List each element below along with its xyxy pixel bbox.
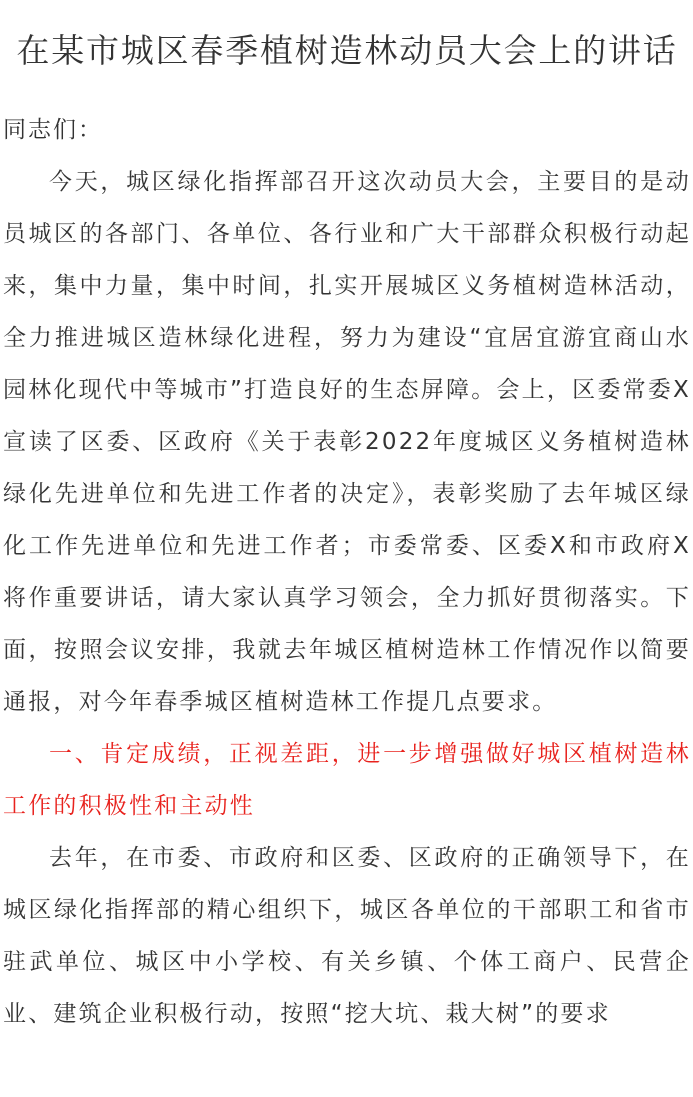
body-paragraph-intro: 今天，城区绿化指挥部召开这次动员大会，主要目的是动员城区的各部门、各单位、各行业和广大干部群众积极行动起来，集中力量，集中时间，扎实开展城区义务植树造林活动，全力推进城区造林绿化进程，努力为建设“宜居宜游宜商山水园林化现代中等城市”打造良好的生态屏障。会上，区委常委X宣读了区委、区政府《关于表彰2022年度城区义务植树造林绿化先进单位和先进工作者的决定》，表彰奖励了去年城区绿化工作先进单位和先进工作者；市委常委、区委X和市政府X将作重要讲话，请大家认真学习领会，全力抓好贯彻落实。下面，按照会议安排，我就去年城区植树造林工作情况作以简要通报，对今年春季城区植树造林工作提几点要求。 [3,169,691,715]
salutation: 同志们： [3,117,103,143]
section-heading-1: 一、肯定成绩，正视差距，进一步增强做好城区植树造林工作的积极性和主动性 [3,741,691,819]
body-paragraph-section-1: 去年，在市委、市政府和区委、区政府的正确领导下，在城区绿化指挥部的精心组织下，城区各单位的干部职工和省市驻武单位、城区中小学校、有关乡镇、个体工商户、民营企业、建筑企业积极行动，按照“挖大坑、栽大树”的要求 [3,845,691,1027]
document-title: 在某市城区春季植树造林动员大会上的讲话 [16,31,678,70]
